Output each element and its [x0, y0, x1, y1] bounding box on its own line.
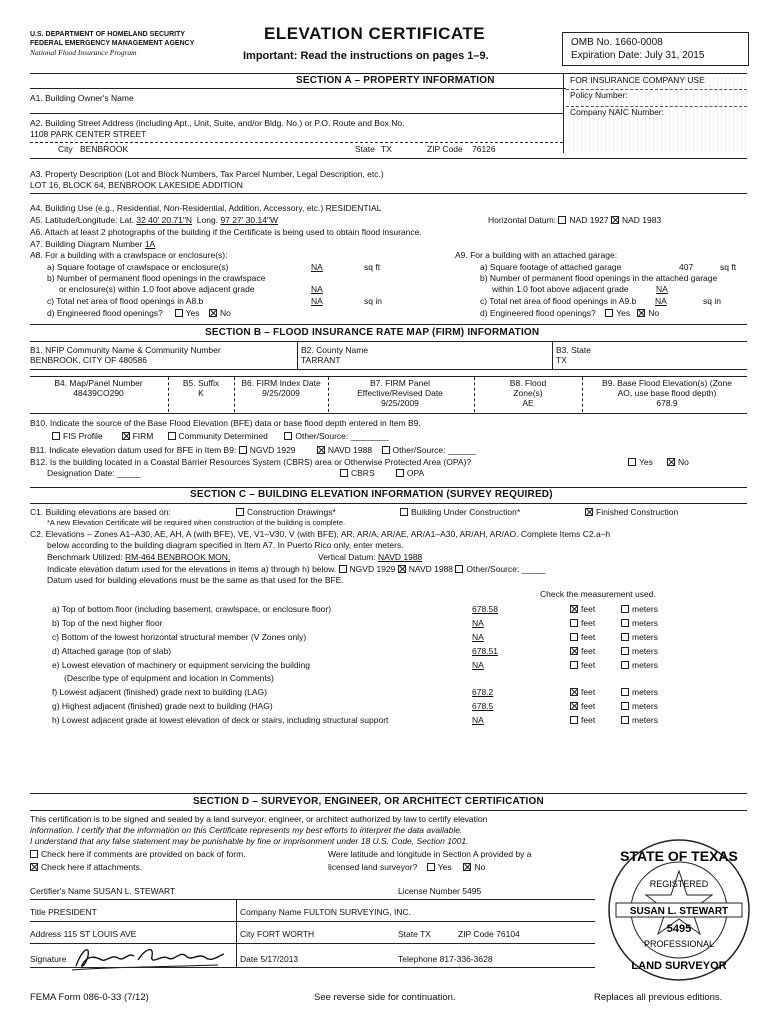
meters-label: meters — [632, 632, 658, 642]
nad1927-label: NAD 1927 — [569, 215, 609, 225]
elevation-row — [52, 661, 702, 673]
finished-construction-label: Finished Construction — [596, 507, 679, 517]
b2-label: B2. County Name — [301, 345, 369, 355]
b7-label-2: Effective/Revised Date — [357, 387, 443, 398]
b8-label-2: Zone(s) — [513, 387, 543, 398]
elevation-row — [52, 619, 702, 631]
c2-label-2: below according to the building diagram specified in Item A7. In Puerto Rico only, enter meters. — [47, 540, 404, 550]
latlong-yes-checkbox[interactable] — [427, 863, 435, 871]
benchmark-label: Benchmark Utilized: — [47, 552, 123, 562]
a8-label: A8. For a building with a crawlspace or enclosure(s): — [30, 250, 228, 260]
elevation-row-label: d) Attached garage (top of slab) — [52, 646, 172, 656]
agency-line-3: National Flood Insurance Program — [30, 48, 137, 57]
a8a-label: a) Square footage of crawlspace or enclosure(s) — [47, 262, 229, 272]
meters-checkbox[interactable] — [621, 661, 629, 669]
c1-label: C1. Building elevations are based on: — [30, 507, 171, 517]
signature-scribble — [68, 940, 238, 974]
a8a-value: NA — [311, 262, 323, 272]
a8d-yes-checkbox[interactable] — [175, 309, 183, 317]
feet-label: feet — [581, 604, 596, 614]
elevation-row-label: b) Top of the next higher floor — [52, 618, 163, 628]
b5-value: K — [198, 387, 204, 398]
b12-yes-checkbox[interactable] — [628, 458, 636, 466]
b10-label: B10. Indicate the source of the Base Flood Elevation (BFE) data or base flood depth entered in Item B9. — [30, 418, 421, 428]
firm-checkbox[interactable] — [122, 432, 130, 440]
a9a-unit: sq ft — [720, 262, 737, 272]
company-label: Company Name — [240, 907, 302, 917]
city-label: City — [58, 144, 73, 154]
state-label: State — [355, 144, 375, 154]
b12-no-label: No — [678, 457, 689, 467]
insurance-use-box — [566, 76, 747, 152]
b9-label-2: AO, use base flood depth) — [617, 387, 717, 398]
b11-ngvd-checkbox[interactable] — [239, 446, 247, 454]
elevation-row-label: c) Bottom of the lowest horizontal structural member (V Zones only) — [52, 632, 307, 642]
meters-label: meters — [632, 687, 658, 697]
b9-label: B9. Base Flood Elevation(s) (Zone — [602, 378, 732, 388]
b11-other-label: Other/Source: — [392, 445, 446, 455]
a7-value: 1A — [144, 239, 156, 249]
latlong-question-1: Were latitude and longitude in Section A provided by a — [328, 849, 532, 859]
meters-checkbox[interactable] — [621, 688, 629, 696]
b1-label: B1. NFIP Community Name & Community Number — [30, 345, 221, 355]
feet-label: feet — [581, 687, 596, 697]
a8d-yes-label: Yes — [185, 308, 200, 318]
section-b-heading: SECTION B – FLOOD INSURANCE RATE MAP (FIRM) INFORMATION — [205, 327, 540, 338]
a9d-yes-label: Yes — [616, 308, 631, 318]
vertical-datum-value: NAVD 1988 — [378, 552, 423, 562]
seal-name-text: SUSAN L. STEWART — [629, 906, 729, 917]
b11-navd-checkbox[interactable] — [317, 446, 325, 454]
a9b-label-2: within 1.0 foot above adjacent grade — [492, 284, 629, 294]
nad1927-checkbox[interactable] — [558, 216, 566, 224]
c2-ngvd-checkbox[interactable] — [339, 565, 347, 573]
attachments-label: Check here if attachments. — [41, 862, 143, 872]
finished-construction-checkbox[interactable] — [585, 508, 593, 516]
under-construction-checkbox[interactable] — [400, 508, 408, 516]
elevation-row-value[interactable]: 678.58 — [472, 604, 498, 614]
indicate-datum-label: Indicate elevation datum used for the elevations in items a) through h) below. — [47, 564, 337, 574]
b12-no-checkbox[interactable] — [667, 458, 675, 466]
date-label: Date — [240, 954, 258, 964]
vertical-datum-label: Vertical Datum: — [318, 552, 376, 562]
section-a-heading: SECTION A – PROPERTY INFORMATION — [296, 75, 495, 86]
a8d-no-checkbox[interactable] — [209, 309, 217, 317]
meters-checkbox[interactable] — [621, 647, 629, 655]
a4-label: A4. Building Use (e.g., Residential, Non-Residential, Addition, Accessory, etc.) — [30, 203, 324, 213]
b5-label: B5. Suffix — [182, 378, 220, 388]
d-city-label: City — [240, 929, 255, 939]
elevation-row — [52, 716, 702, 728]
feet-label: feet — [581, 646, 596, 656]
b11-ngvd-label: NGVD 1929 — [249, 445, 296, 455]
a9b-value: NA — [656, 284, 668, 294]
a8c-label: c) Total net area of flood openings in A8.b — [47, 296, 204, 306]
feet-checkbox[interactable] — [570, 716, 578, 724]
b6-label: B6. FIRM Index Date — [241, 378, 321, 388]
surveyor-seal — [604, 835, 754, 985]
feet-label: feet — [581, 701, 596, 711]
c2-other-checkbox[interactable] — [455, 565, 463, 573]
cbrs-checkbox[interactable] — [340, 469, 348, 477]
latitude-value: 32 40' 20.71"N — [136, 215, 193, 225]
elevation-row — [52, 688, 702, 700]
a8d-label: d) Engineered flood openings? — [47, 308, 163, 318]
expiration-date: Expiration Date: July 31, 2015 — [571, 50, 705, 61]
feet-label: feet — [581, 632, 596, 642]
community-determined-checkbox[interactable] — [168, 432, 176, 440]
a9d-label: d) Engineered flood openings? — [480, 308, 596, 318]
feet-checkbox[interactable] — [570, 688, 578, 696]
meters-checkbox[interactable] — [621, 716, 629, 724]
check-measurement-label: Check the measurement used. — [540, 589, 656, 599]
opa-checkbox[interactable] — [396, 469, 404, 477]
feet-label: feet — [581, 618, 596, 628]
b6-value: 9/25/2009 — [262, 387, 300, 398]
d-zip-value: 76104 — [496, 929, 520, 939]
elevation-row-label: a) Top of bottom floor (including basement, crawlspace, or enclosure floor) — [52, 604, 332, 614]
a8b-label-1: b) Number of permanent flood openings in the crawlspace — [47, 273, 266, 283]
feet-checkbox[interactable] — [570, 605, 578, 613]
b1-value: BENBROOK, CITY OF 480586 — [30, 355, 147, 365]
attachments-checkbox[interactable] — [30, 863, 38, 871]
a9c-label: c) Total net area of flood openings in A9.b — [480, 296, 637, 306]
a8d-no-label: No — [219, 308, 231, 318]
b7-value: 9/25/2009 — [381, 397, 419, 408]
construction-drawings-label: Construction Drawings* — [247, 507, 336, 517]
city-value: BENBROOK — [80, 144, 129, 154]
important-note: Important: Read the instructions on pages 1–9. — [243, 50, 489, 62]
b2-value: TARRANT — [301, 355, 341, 365]
feet-checkbox[interactable] — [570, 661, 578, 669]
under-construction-label: Building Under Construction* — [411, 507, 521, 517]
seal-land-surveyor-text: LAND SURVEYOR — [631, 960, 727, 972]
a8c-unit: sq in — [364, 296, 382, 306]
license-value: 5495 — [462, 886, 482, 896]
comments-label: Check here if comments are provided on back of form. — [41, 849, 246, 859]
b4-label: B4. Map/Panel Number — [54, 378, 143, 388]
elevation-row-label: f) Lowest adjacent (finished) grade next to building (LAG) — [52, 687, 267, 697]
elevation-row-label: g) Highest adjacent (finished) grade next to building (HAG) — [52, 701, 273, 711]
cert-text-2: information. I certify that the information on this Certificate represents my best efforts to interpret the data available. — [30, 825, 463, 835]
state-value: TX — [381, 144, 392, 154]
omb-box — [562, 32, 749, 66]
horizontal-datum-label: Horizontal Datum: — [488, 215, 557, 225]
b11-other-checkbox[interactable] — [382, 446, 390, 454]
certifier-name-label: Certifier's Name — [30, 886, 91, 896]
address-label: Address — [30, 929, 62, 939]
b8-value: AE — [522, 397, 534, 408]
latlong-question-2: licensed land surveyor? — [328, 862, 418, 872]
nad1983-label: NAD 1983 — [622, 215, 662, 225]
a9d-no-checkbox[interactable] — [637, 309, 645, 317]
a7-label: A7. Building Diagram Number — [30, 239, 143, 249]
feet-checkbox[interactable] — [570, 619, 578, 627]
elevation-row — [52, 702, 702, 714]
comments-checkbox[interactable] — [30, 850, 38, 858]
longitude-value: 97 27' 30.14"W — [220, 215, 279, 225]
c2-other-label: Other/Source: — [466, 564, 520, 574]
a9c-value: NA — [655, 296, 667, 306]
a6-label: A6. Attach at least 2 photographs of the building if the Certificate is being used to obtain flood insurance. — [30, 227, 422, 237]
title-value: PRESIDENT — [48, 907, 97, 917]
community-determined-label: Community Determined — [178, 431, 268, 441]
meters-label: meters — [632, 646, 658, 656]
certifier-name-value: SUSAN L. STEWART — [93, 886, 176, 896]
elevation-row-label: h) Lowest adjacent grade at lowest elevation of deck or stairs, including structural support — [52, 715, 389, 725]
company-value: FULTON SURVEYING, INC. — [303, 907, 412, 917]
d-zip-label: ZIP Code — [458, 929, 494, 939]
form-title: ELEVATION CERTIFICATE — [264, 24, 486, 43]
telephone-value: 817-336-3628 — [439, 954, 493, 964]
elevation-row — [52, 633, 702, 645]
a4-value: RESIDENTIAL — [325, 203, 382, 213]
policy-number-label: Policy Number: — [570, 90, 628, 100]
b9-value: 678.9 — [656, 397, 678, 408]
b4-value: 48439CO290 — [73, 387, 124, 398]
a8b-value: NA — [311, 284, 323, 294]
agency-line-1: U.S. DEPARTMENT OF HOMELAND SECURITY — [30, 31, 186, 38]
meters-checkbox[interactable] — [621, 633, 629, 641]
latlong-yes-label: Yes — [437, 862, 452, 872]
agency-line-2: FEDERAL EMERGENCY MANAGEMENT AGENCY — [30, 40, 195, 47]
feet-checkbox[interactable] — [570, 633, 578, 641]
a3-label: A3. Property Description (Lot and Block Numbers, Tax Parcel Number, Legal Description, etc.) — [30, 169, 384, 179]
seal-state-text: STATE OF TEXAS — [620, 848, 738, 864]
meters-checkbox[interactable] — [621, 702, 629, 710]
elevation-row — [52, 605, 702, 617]
a8a-unit: sq ft — [364, 262, 381, 272]
meters-checkbox[interactable] — [621, 605, 629, 613]
a3-value: LOT 16, BLOCK 64, BENBROOK LAKESIDE ADDITION — [30, 180, 243, 190]
b3-value: TX — [556, 355, 567, 365]
meters-checkbox[interactable] — [621, 619, 629, 627]
d-state-value: TX — [420, 929, 431, 939]
seal-registered-text: REGISTERED — [649, 879, 709, 889]
a2-value: 1108 PARK CENTER STREET — [30, 129, 147, 139]
other-source-label: Other/Source: — [295, 431, 349, 441]
replaces-note: Replaces all previous editions. — [594, 992, 723, 1003]
signature-label: Signature — [30, 954, 67, 964]
opa-label: OPA — [406, 468, 425, 478]
d-city-value: FORT WORTH — [257, 929, 315, 939]
feet-checkbox[interactable] — [570, 647, 578, 655]
other-source-checkbox[interactable] — [284, 432, 292, 440]
b7-label: B7. FIRM Panel — [370, 378, 430, 388]
insurance-use-label: FOR INSURANCE COMPANY USE — [570, 75, 705, 85]
a9c-unit: sq in — [703, 296, 721, 306]
c2-ngvd-label: NGVD 1929 — [349, 564, 396, 574]
designation-date-label: Designation Date: — [47, 468, 115, 478]
b11-label: B11. Indicate elevation datum used for BFE in Item B9: — [30, 445, 237, 455]
elevation-row-value[interactable]: 678.51 — [472, 646, 498, 656]
elevation-row-value[interactable]: 678.2 — [472, 687, 494, 697]
a1-label: A1. Building Owner's Name — [30, 93, 134, 103]
a9b-label-1: b) Number of permanent flood openings in the attached garage — [480, 273, 718, 283]
elevation-row-value[interactable]: NA — [472, 632, 484, 642]
cbrs-label: CBRS — [351, 468, 375, 478]
fis-checkbox[interactable] — [52, 432, 60, 440]
d-state-label: State — [398, 929, 418, 939]
elevation-row-value[interactable]: NA — [472, 660, 484, 670]
section-d-heading: SECTION D – SURVEYOR, ENGINEER, OR ARCHITECT CERTIFICATION — [193, 796, 544, 807]
cert-text-1: This certification is to be signed and sealed by a land surveyor, engineer, or architect authorized by law to certify elevation — [30, 814, 488, 824]
fis-label: FIS Profile — [63, 431, 103, 441]
seal-number-text: 5495 — [666, 923, 692, 935]
c1-note: *A new Elevation Certificate will be required when construction of the building is complete. — [47, 518, 346, 527]
elevation-row-label: e) Lowest elevation of machinery or equipment servicing the building — [52, 660, 310, 670]
meters-label: meters — [632, 660, 658, 670]
cert-text-3: I understand that any false statement may be punishable by fine or imprisonment under 18 U.S. Code, Section 1001. — [30, 836, 469, 846]
construction-drawings-checkbox[interactable] — [236, 508, 244, 516]
elevation-row-value[interactable]: 678.5 — [472, 701, 494, 711]
feet-label: feet — [581, 715, 596, 725]
a2-label: A2. Building Street Address (including Apt., Unit, Suite, and/or Bldg. No.) or P.O. Route and Box No. — [30, 118, 405, 128]
long-label: Long. — [196, 215, 219, 225]
benchmark-value: RM-464 BENBROOK MON. — [124, 552, 231, 562]
b12-yes-label: Yes — [639, 457, 653, 467]
section-c-heading: SECTION C – BUILDING ELEVATION INFORMATION (SURVEY REQUIRED) — [190, 489, 553, 500]
elevation-e-sub-label: (Describe type of equipment and location in Comments) — [64, 673, 274, 683]
meters-label: meters — [632, 715, 658, 725]
firm-label: FIRM — [132, 431, 154, 441]
elevation-row-value[interactable]: NA — [472, 715, 484, 725]
date-value: 5/17/2013 — [260, 954, 299, 964]
latlong-no-label: No — [474, 862, 486, 872]
elevation-row-value[interactable]: NA — [472, 618, 484, 628]
continuation-note: See reverse side for continuation. — [314, 992, 456, 1003]
a8c-value: NA — [311, 296, 323, 306]
a9-label: A9. For a building with an attached garage: — [455, 250, 618, 260]
nad1983-checkbox[interactable] — [611, 216, 619, 224]
elevation-row — [52, 647, 702, 659]
c2-navd-checkbox[interactable] — [398, 565, 406, 573]
meters-label: meters — [632, 604, 658, 614]
telephone-label: Telephone — [398, 954, 438, 964]
a9d-yes-checkbox[interactable] — [605, 309, 613, 317]
c2-label: C2. Elevations – Zones A1–A30, AE, AH, A (with BFE), VE, V1–V30, V (with BFE), AR, AR/A, AR/AE, AR/A1–A30, AR/AH, AR/AO. Complete Items C2.a–h — [30, 529, 611, 539]
title-label: Title — [30, 907, 46, 917]
b11-navd-label: NAVD 1988 — [327, 445, 373, 455]
b3-label: B3. State — [556, 345, 591, 355]
feet-checkbox[interactable] — [570, 702, 578, 710]
seal-professional-text: PROFESSIONAL — [643, 939, 715, 949]
license-label: License Number — [398, 886, 460, 896]
naic-number-label: Company NAIC Number: — [570, 107, 665, 117]
a5-label: A5. Latitude/Longitude: Lat. — [30, 215, 134, 225]
a9d-no-label: No — [648, 308, 660, 318]
address-value: 115 ST LOUIS AVE — [63, 929, 137, 939]
c2-navd-label: NAVD 1988 — [408, 564, 454, 574]
zip-value: 76126 — [472, 144, 496, 154]
feet-label: feet — [581, 660, 596, 670]
a9a-value: 407 — [679, 262, 694, 272]
datum-note: Datum used for building elevations must be the same as that used for the BFE. — [47, 575, 344, 585]
zip-label: ZIP Code — [427, 144, 463, 154]
a9a-label: a) Square footage of attached garage — [480, 262, 622, 272]
meters-label: meters — [632, 701, 658, 711]
omb-number: OMB No. 1660-0008 — [571, 37, 663, 48]
meters-label: meters — [632, 618, 658, 628]
latlong-no-checkbox[interactable] — [463, 863, 471, 871]
b12-label: B12. Is the building located in a Coastal Barrier Resources System (CBRS) area or Otherwise Protected Area (OPA)? — [30, 457, 472, 467]
form-number: FEMA Form 086-0-33 (7/12) — [30, 992, 149, 1003]
a8b-label-2: or enclosure(s) within 1.0 foot above adjacent grade — [59, 284, 255, 294]
b8-label: B8. Flood — [509, 378, 547, 388]
